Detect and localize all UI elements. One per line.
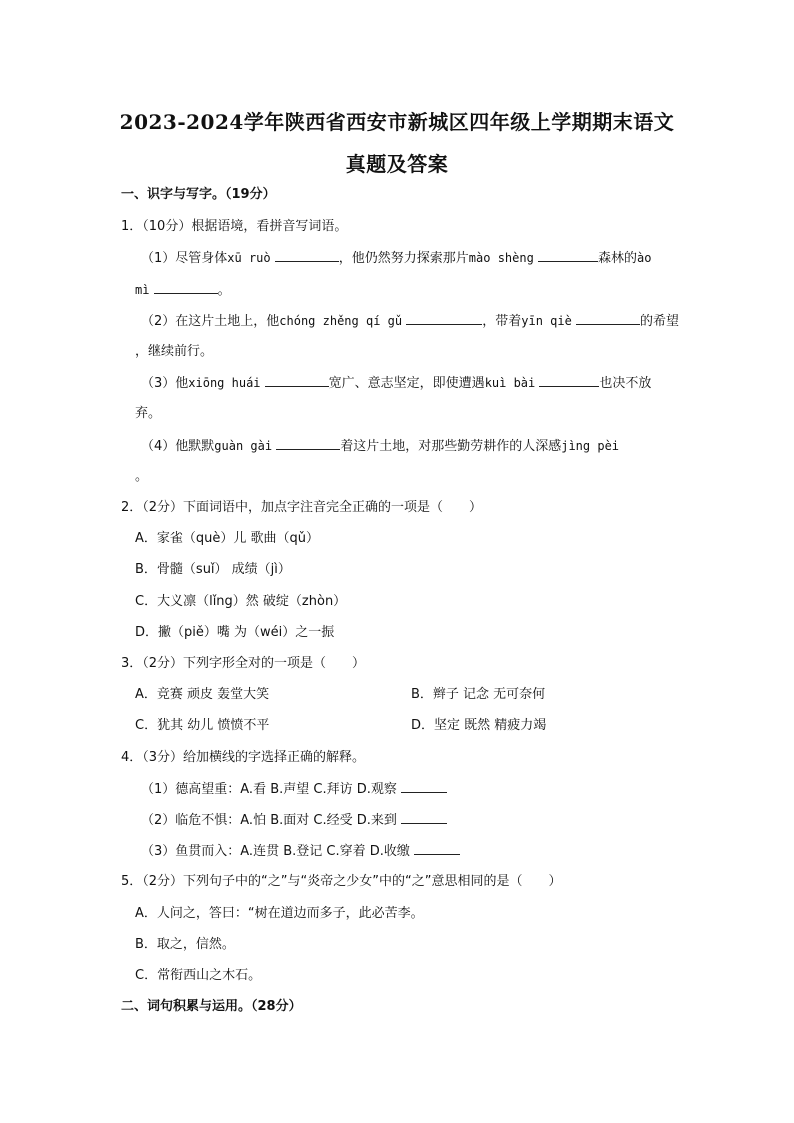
question-2-option-c[interactable]: C．大义凛（lǐng）然 破绽（zhòn） [135,594,347,609]
text: （2）在这片土地上，他 [141,314,280,329]
text: （1）德高望重：A.看 B.声望 C.拜访 D.观察 [141,782,397,797]
answer-blank[interactable] [401,811,447,824]
question-4-stem: 4．（3分）给加横线的字选择正确的解释。 [121,750,366,765]
pinyin: chóng zhěng qí gǔ [279,314,403,328]
question-3-option-a[interactable]: A．竞赛 顽皮 轰堂大笑 [135,687,270,702]
text: 也决不放 [599,376,652,391]
text: （3）他 [141,376,189,391]
answer-blank[interactable] [406,312,482,325]
question-1-part-1-cont [135,281,231,300]
answer-blank[interactable] [276,437,340,450]
question-1-part-4 [141,437,619,456]
question-2-stem: 2．（2分）下面词语中，加点字注音完全正确的一项是（ ） [121,500,483,515]
pinyin: xiōng huái [188,376,261,390]
question-1-part-2-cont: ，继续前行。 [135,344,214,359]
question-1-stem: 1．（10分）根据语境，看拼音写词语。 [121,219,348,234]
text: （3）鱼贯而入：A.连贯 B.登记 C.穿着 D.收缴 [141,844,410,859]
question-1-part-1 [141,249,651,268]
answer-blank[interactable] [538,249,598,262]
question-2-option-d[interactable]: D．撇（piě）嘴 为（wéi）之一振 [135,625,335,640]
text: ，他仍然努力探索那片 [338,251,469,266]
question-1-part-4-cont: 。 [135,469,149,484]
question-5-option-b[interactable]: B．取之，信然。 [135,937,235,952]
question-1-part-2 [141,312,679,331]
text: （1）尽管身体 [141,251,228,266]
pinyin: kuì bài [484,376,536,390]
answer-blank[interactable] [539,374,599,387]
text: ，带着 [482,314,522,329]
answer-blank[interactable] [401,780,447,793]
question-4-item-2 [141,811,447,830]
pinyin: mì [135,283,150,297]
answer-blank[interactable] [265,374,329,387]
answer-blank[interactable] [414,842,460,855]
question-1-part-3 [141,374,651,393]
text: （4）他默默 [141,439,215,454]
pinyin: jìng pèi [561,439,620,453]
question-5-stem: 5．（2分）下列句子中的“之”与“炎帝之少女”中的“之”意思相同的是（ ） [121,874,562,889]
question-2-option-a[interactable]: A．家雀（què）儿 歌曲（qǔ） [135,531,320,546]
pinyin: mào shèng [468,251,534,265]
text: 。 [217,283,231,298]
answer-blank[interactable] [275,249,339,262]
question-3-option-c[interactable]: C．犹其 幼儿 愤愤不平 [135,718,270,733]
question-3-stem: 3．（2分）下列字形全对的一项是（ ） [121,656,366,671]
question-4-item-1 [141,780,447,799]
answer-blank[interactable] [154,281,218,294]
text: 森林的 [597,251,637,266]
text: 的希望 [639,314,679,329]
question-4-item-3 [141,842,460,861]
question-1-part-3-cont: 弃。 [135,406,162,421]
section-heading-2: 二、词句积累与运用。（28分） [121,999,302,1014]
pinyin: yīn qiè [521,314,572,328]
question-3-option-b[interactable]: B．辫子 记念 无可奈何 [411,687,546,702]
question-5-option-c[interactable]: C．常衔西山之木石。 [135,968,262,983]
answer-blank[interactable] [576,312,640,325]
pinyin: guàn gài [214,439,273,453]
question-2-option-b[interactable]: B．骨髓（suǐ） 成绩（jì） [135,562,291,577]
text: 宽广、意志坚定，即使遭遇 [328,376,485,391]
pinyin: xū ruò [227,251,271,265]
document-title-line-2: 真题及答案 [345,152,449,176]
text: （2）临危不惧：A.怕 B.面对 C.经受 D.来到 [141,813,397,828]
pinyin: ào [636,251,652,265]
question-5-option-a[interactable]: A．人问之，答曰：“树在道边而多子，此必苦李。 [135,906,424,921]
question-3-option-d[interactable]: D．坚定 既然 精疲力竭 [411,718,547,733]
text: 着这片土地，对那些勤劳耕作的人深感 [340,439,562,454]
document-title-line-1: 2023-2024学年陕西省西安市新城区四年级上学期期末语文 [119,110,675,134]
section-heading-1: 一、识字与写字。（19分） [121,187,276,202]
